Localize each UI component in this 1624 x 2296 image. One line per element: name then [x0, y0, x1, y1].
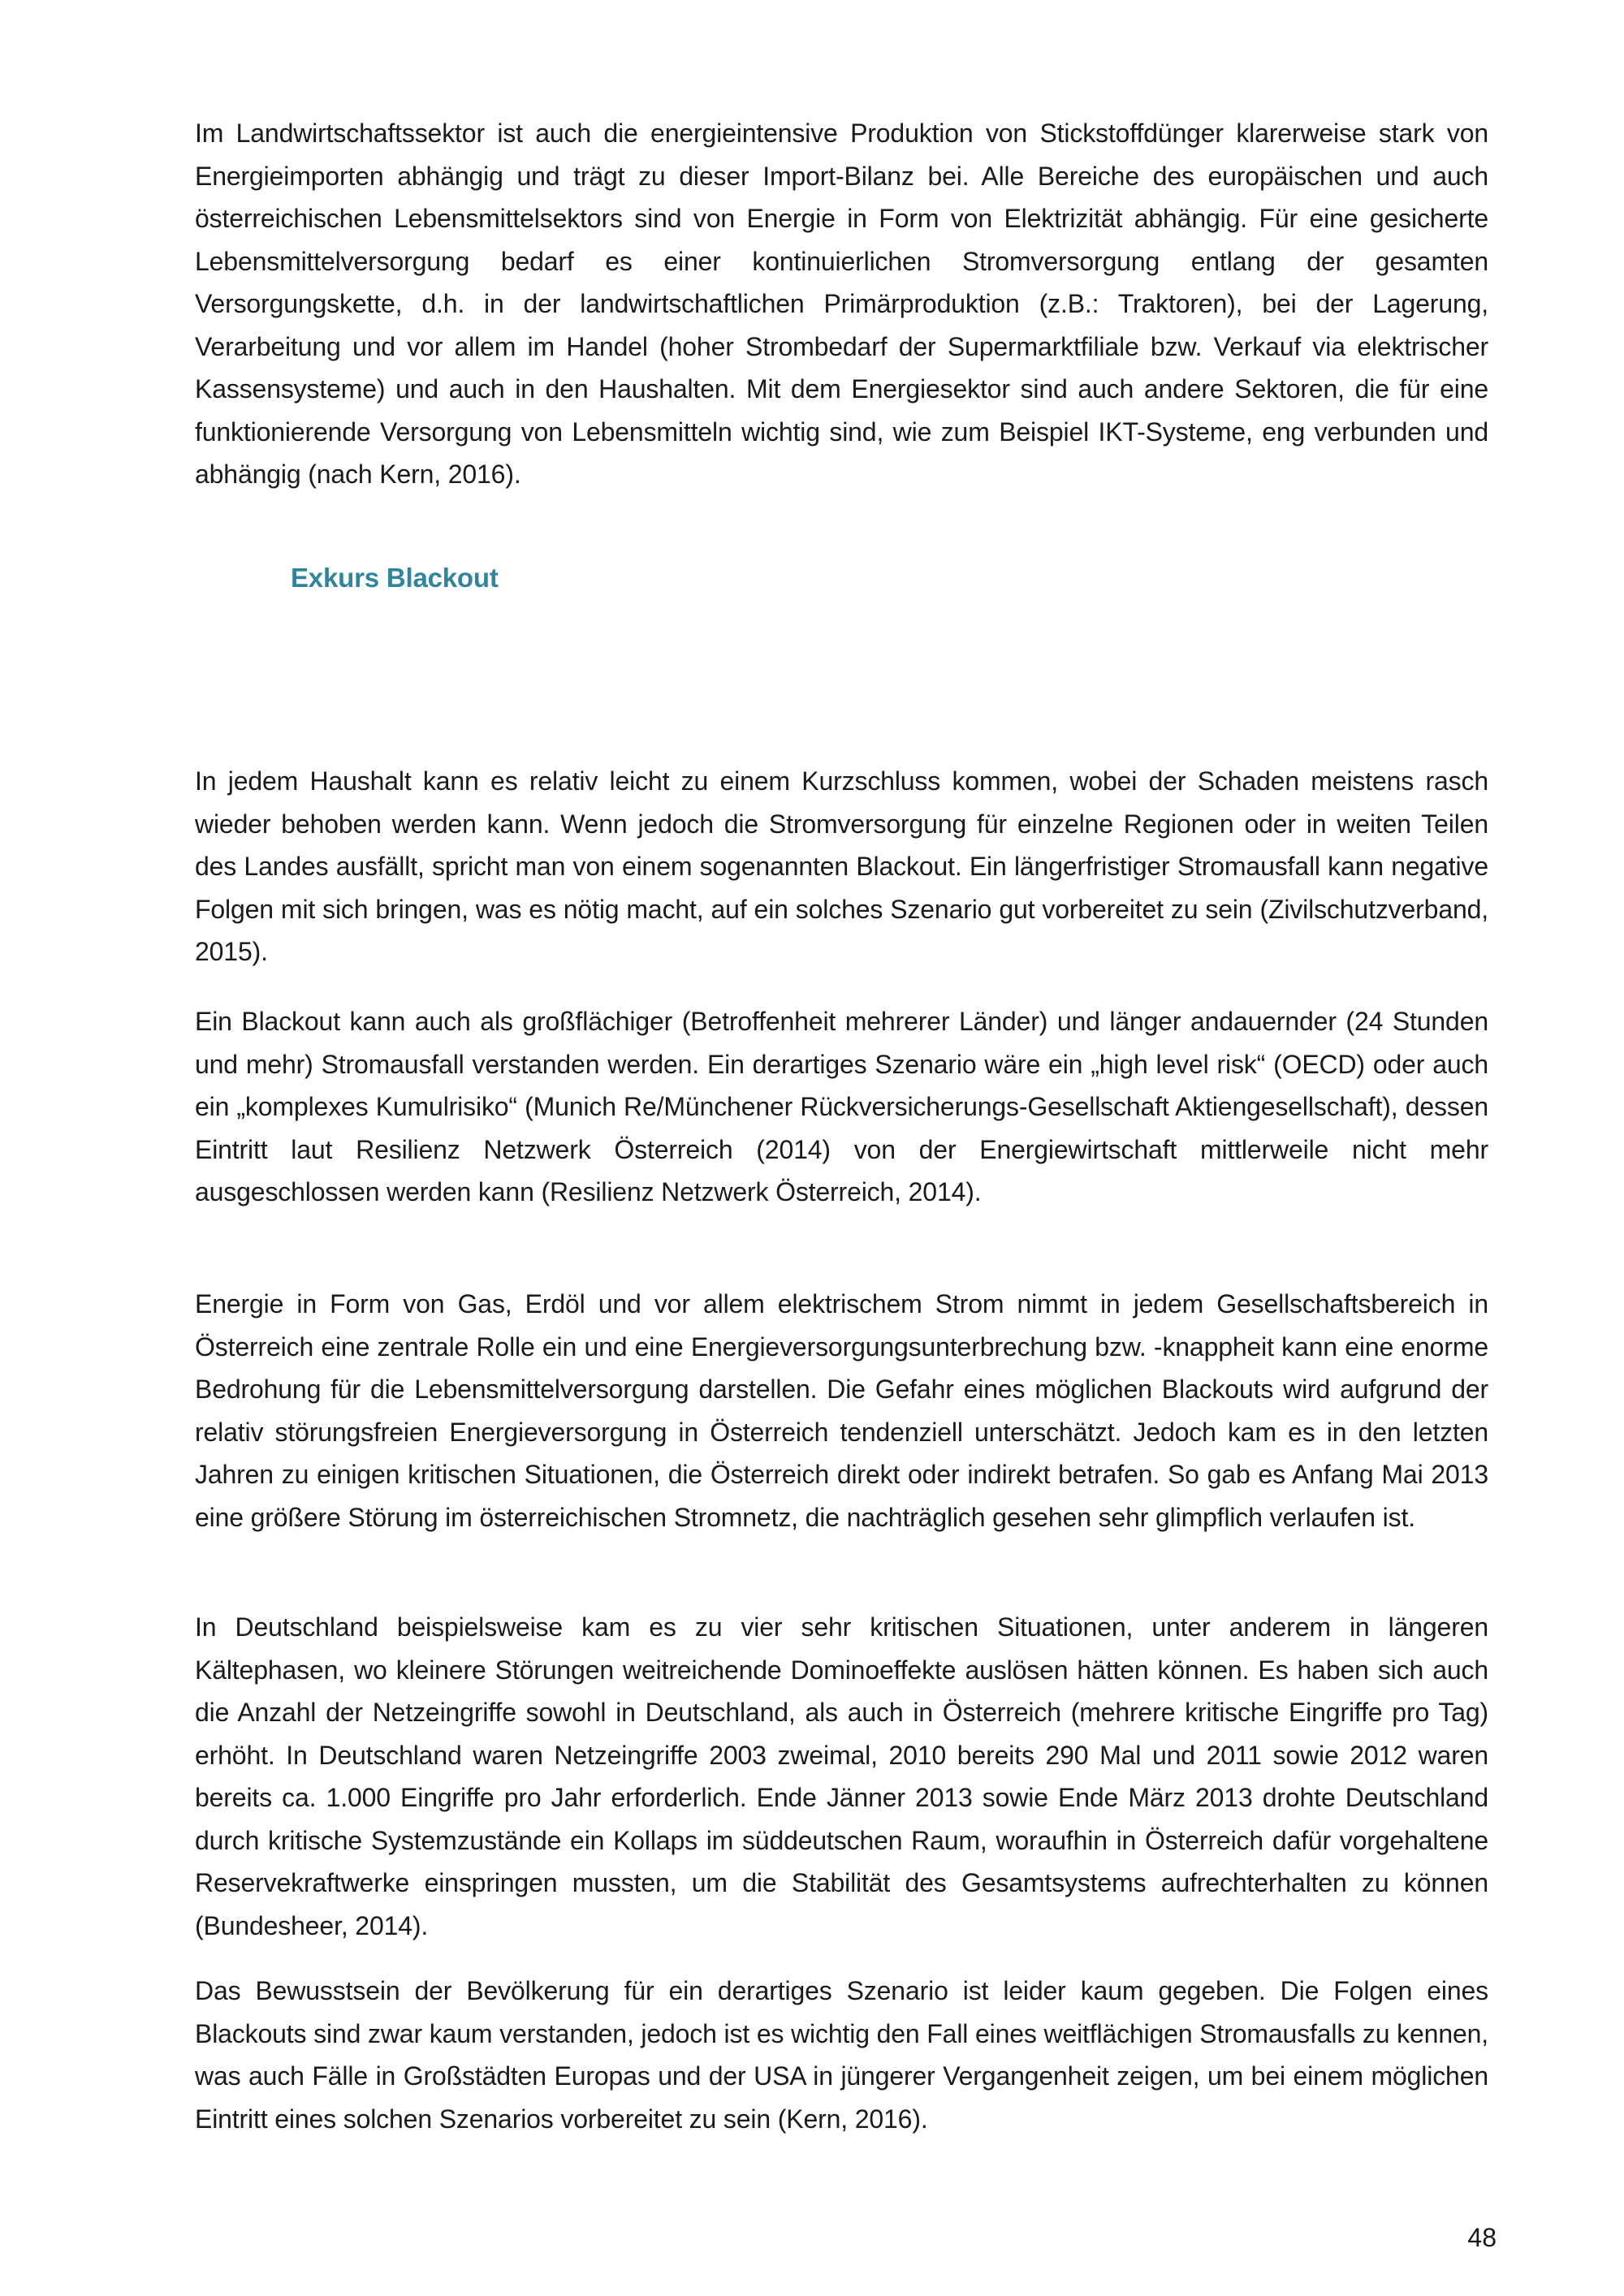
page-number: 48	[1467, 2223, 1497, 2252]
paragraph-public-awareness: Das Bewusstsein der Bevölkerung für ein derartiges Szenario ist leider kaum gegeben. Die Folgen eines Blackouts sind zwar kaum verstanden, jedoch ist es wichtig den Fall eines weitflächigen Stromausfalls zu kennen, was auch Fälle in Großstädten Europas und der USA in jüngerer Vergangenheit zeigen, um bei einem möglichen Eintritt eines solchen Szenarios vorbereitet zu sein (Kern, 2016).	[195, 1976, 1488, 2134]
paragraph-energy-austria: Energie in Form von Gas, Erdöl und vor allem elektrischem Strom nimmt in jedem Gesellschaftsbereich in Österreich eine zentrale Rolle ein und eine Energieversorgungsunterbrechung bzw. -knappheit kann eine enorme Bedrohung für die Lebensmittelversorgung darstellen. Die Gefahr eines möglichen Blackouts wird aufgrund der relativ störungsfreien Energieversorgung in Österreich tendenziell unterschätzt. Jedoch kam es in den letzten Jahren zu einigen kritischen Situationen, die Österreich direkt oder indirekt betrafen. So gab es Anfang Mai 2013 eine größere Störung im österreichischen Stromnetz, die nachträglich gesehen sehr glimpflich verlaufen ist.	[195, 1289, 1488, 1532]
paragraph-germany-situations: In Deutschland beispielsweise kam es zu vier sehr kritischen Situationen, unter anderem in längeren Kältephasen, wo kleinere Störungen weitreichende Dominoeffekte auslösen hätten können. Es haben sich auch die Anzahl der Netzeingriffe sowohl in Deutschland, als auch in Österreich (mehrere kritische Eingriffe pro Tag) erhöht. In Deutschland waren Netzeingriffe 2003 zweimal, 2010 bereits 290 Mal und 2011 sowie 2012 waren bereits ca. 1.000 Eingriffe pro Jahr erforderlich. Ende Jänner 2013 sowie Ende März 2013 drohte Deutschland durch kritische Systemzustände ein Kollaps im süddeutschen Raum, woraufhin in Österreich dafür vorgehaltene Reservekraftwerke einspringen mussten, um die Stabilität des Gesamtsystems aufrechterhalten zu können (Bundesheer, 2014).	[195, 1612, 1488, 1940]
paragraph-blackout-definition: Ein Blackout kann auch als großflächiger (Betroffenheit mehrerer Länder) und länger andauernder (24 Stunden und mehr) Stromausfall verstanden werden. Ein derartiges Szenario wäre ein „high level risk“ (OECD) oder auch ein „komplexes Kumulrisiko“ (Munich Re/Münchener Rückversicherungs-Gesellschaft Aktiengesellschaft), dessen Eintritt laut Resilienz Netzwerk Österreich (2014) von der Energiewirtschaft mittlerweile nicht mehr ausgeschlossen werden kann (Resilienz Netzwerk Österreich, 2014).	[195, 1007, 1488, 1206]
document-page	[195, 112, 1488, 2134]
section-heading: Exkurs Blackout	[291, 563, 499, 593]
paragraph-energy-dependence: Im Landwirtschaftssektor ist auch die energieintensive Produktion von Stickstoffdünger klarerweise stark von Energieimporten abhängig und trägt zu dieser Import-Bilanz bei. Alle Bereiche des europäischen und auch österreichischen Lebensmittelsektors sind von Energie in Form von Elektrizität abhängig. Für eine gesicherte Lebensmittelversorgung bedarf es einer kontinuierlichen Stromversorgung entlang der gesamten Versorgungskette, d.h. in der landwirtschaftlichen Primärproduktion (z.B.: Traktoren), bei der Lagerung, Verarbeitung und vor allem im Handel (hoher Strombedarf der Supermarktfiliale bzw. Verkauf via elektrischer Kassensysteme) und auch in den Haushalten. Mit dem Energiesektor sind auch andere Sektoren, die für eine funktionierende Versorgung von Lebensmitteln wichtig sind, wie zum Beispiel IKT-Systeme, eng verbunden und abhängig (nach Kern, 2016).	[195, 119, 1488, 489]
paragraph-blackout-intro: In jedem Haushalt kann es relativ leicht zu einem Kurzschluss kommen, wobei der Schaden meistens rasch wieder behoben werden kann. Wenn jedoch die Stromversorgung für einzelne Regionen oder in weiten Teilen des Landes ausfällt, spricht man von einem sogenannten Blackout. Ein längerfristiger Stromausfall kann negative Folgen mit sich bringen, was es nötig macht, auf ein solches Szenario gut vorbereitet zu sein (Zivilschutzverband, 2015).	[195, 766, 1488, 966]
